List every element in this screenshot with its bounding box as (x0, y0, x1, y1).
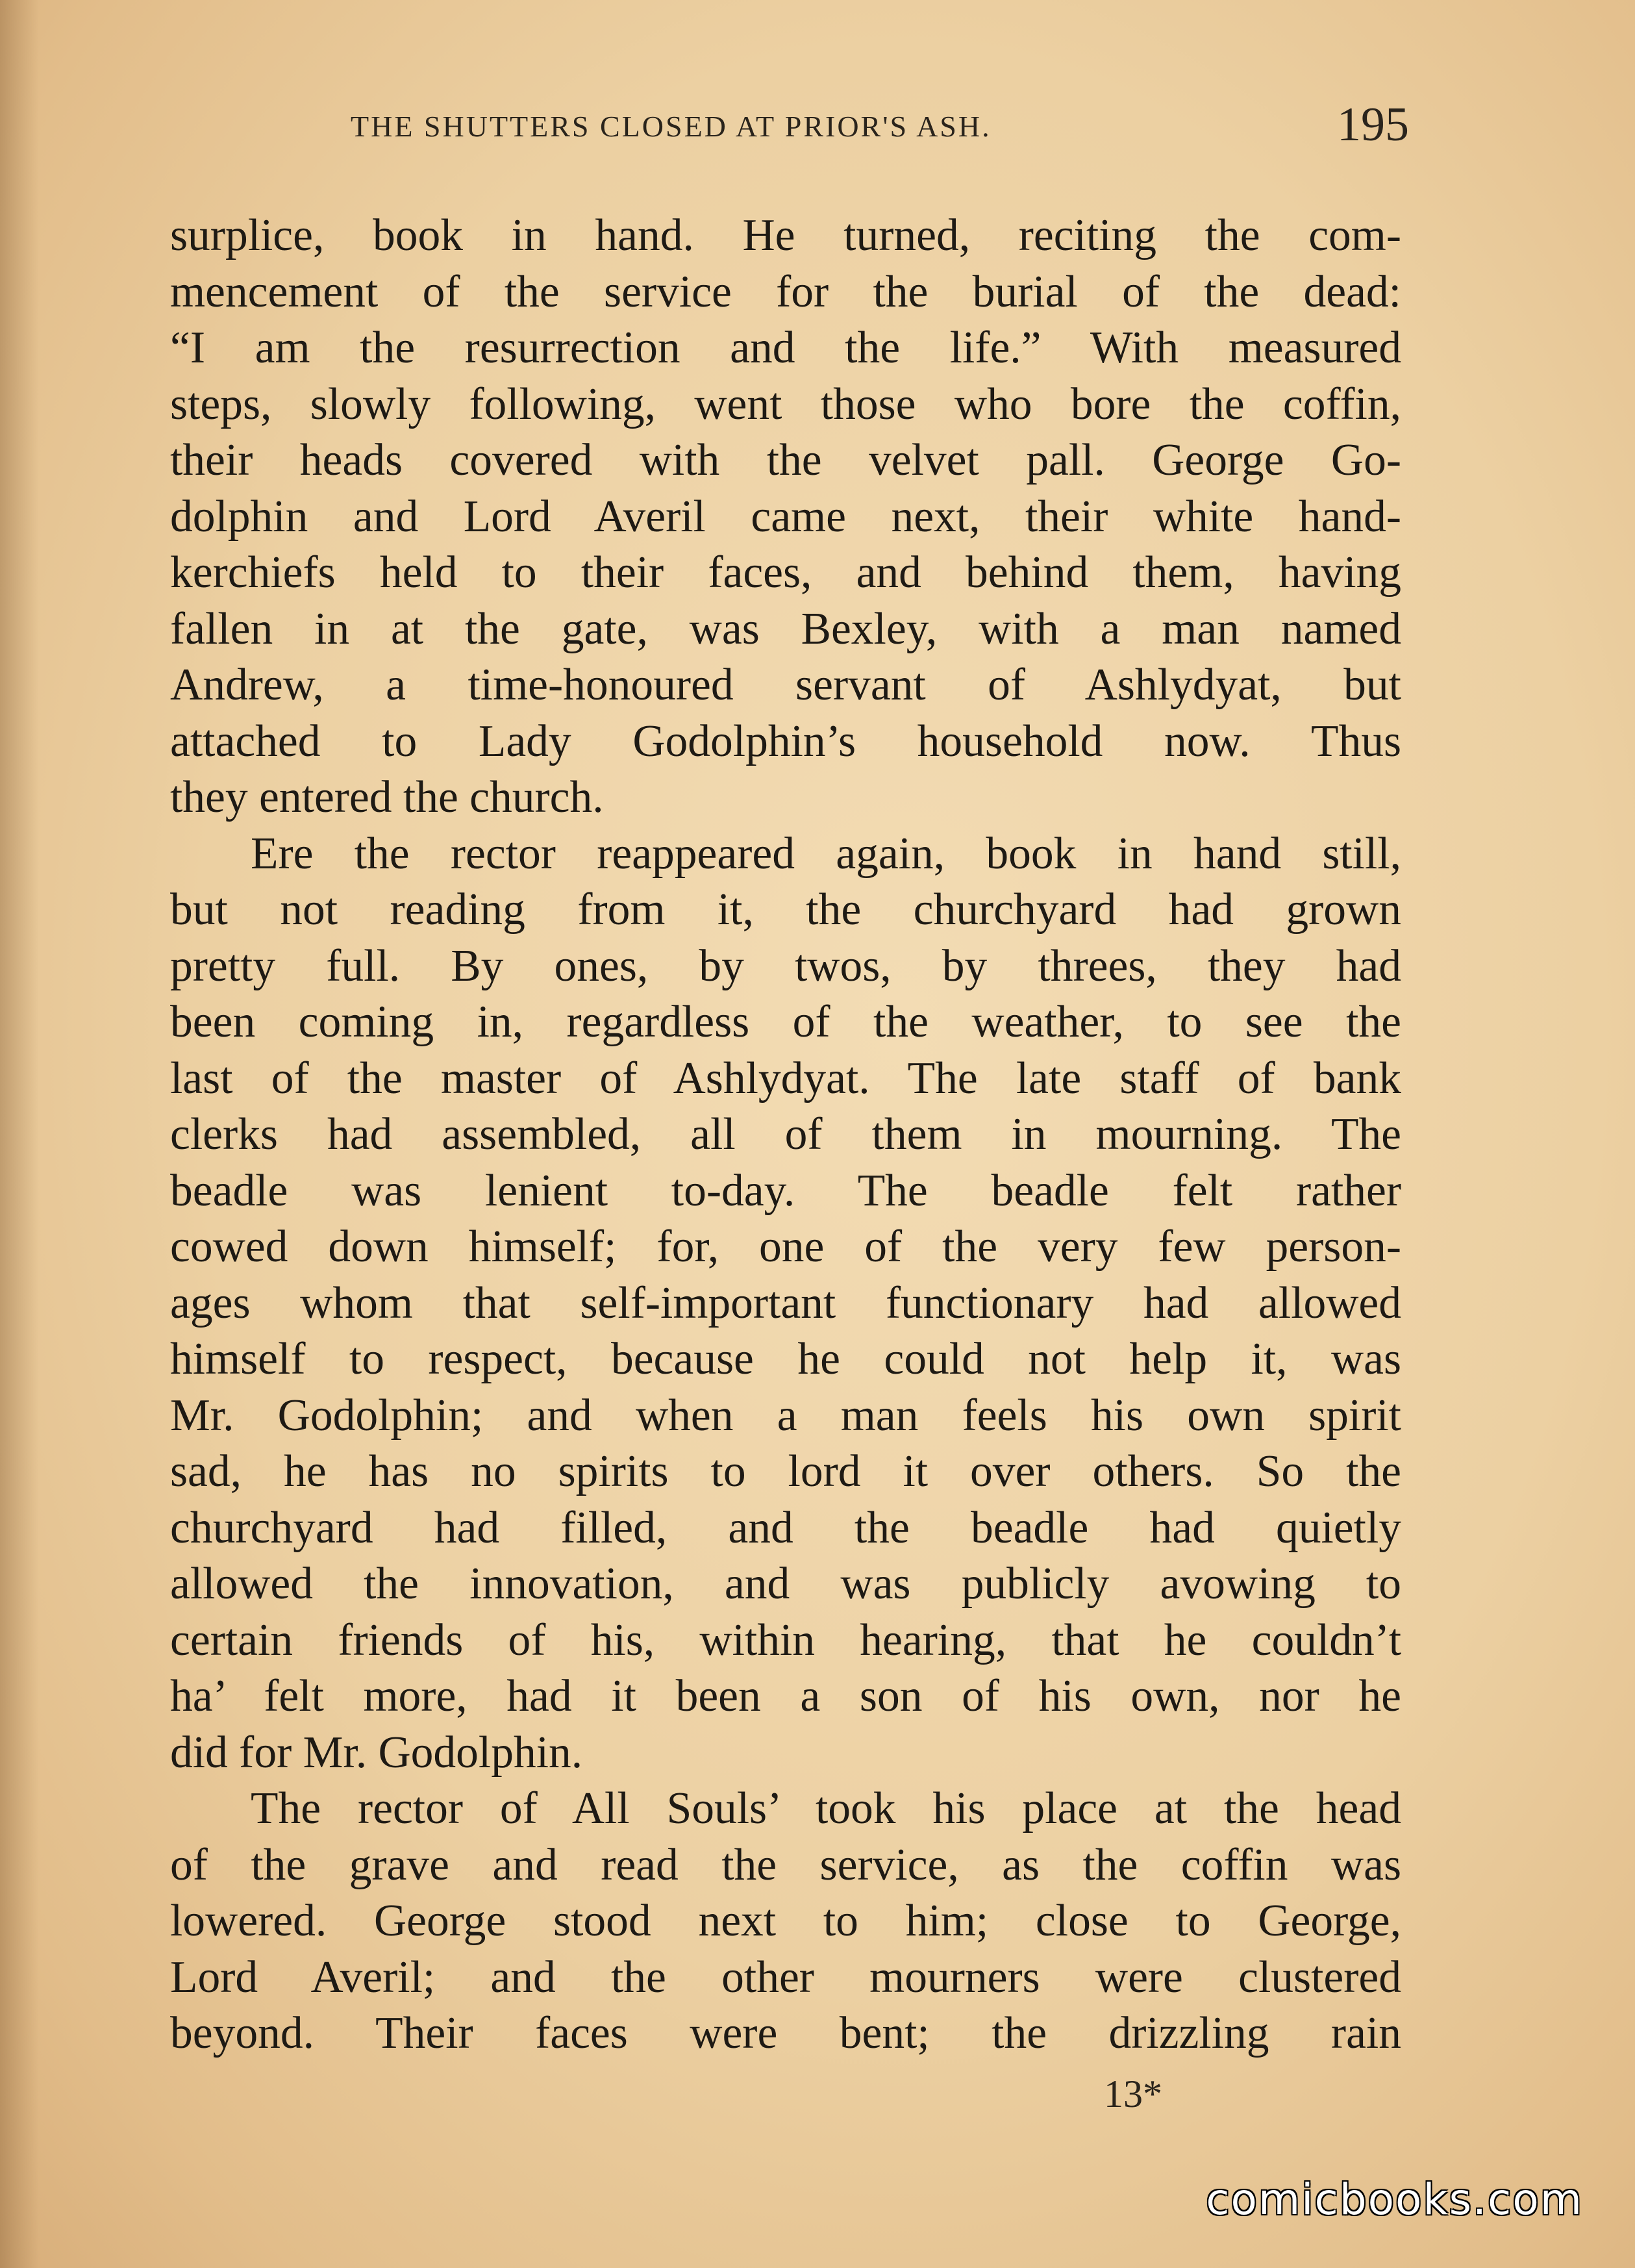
text-line: Lord Averil; and the other mourners were clustered (170, 1952, 1401, 2002)
body-text (170, 208, 1401, 2062)
text-line: lowered. George stood next to him; close to George, (170, 1896, 1401, 1946)
text-line: “I am the resurrection and the life.” With measured (170, 323, 1401, 373)
text-line: but not reading from it, the churchyard had grown (170, 885, 1401, 935)
text-line: Andrew, a time-honoured servant of Ashlydyat, but (170, 660, 1401, 710)
text-line: Ere the rector reappeared again, book in hand still, (251, 828, 1401, 879)
text-line: himself to respect, because he could not help it, was (170, 1334, 1401, 1384)
text-line: surplice, book in hand. He turned, reciting the com- (170, 210, 1401, 260)
text-line: sad, he has no spirits to lord it over others. So the (170, 1446, 1401, 1496)
text-line: certain friends of his, within hearing, that he couldn’t (170, 1615, 1401, 1665)
text-line: they entered the church. (170, 772, 604, 822)
text-line: dolphin and Lord Averil came next, their white hand- (170, 491, 1401, 542)
text-line: The rector of All Souls’ took his place at the head (251, 1783, 1401, 1833)
text-line: ages whom that self-important functionary had allowed (170, 1278, 1401, 1328)
gutter-shadow (0, 0, 39, 2268)
text-line: allowed the innovation, and was publicly avowing to (170, 1559, 1401, 1609)
text-line: mencement of the service for the burial of the dead: (170, 266, 1401, 317)
text-line: kerchiefs held to their faces, and behind them, having (170, 548, 1401, 598)
text-line: beyond. Their faces were bent; the drizzling rain (170, 2008, 1401, 2058)
text-line: beadle was lenient to-day. The beadle felt rather (170, 1165, 1401, 1216)
text-line: of the grave and read the service, as the coffin was (170, 1839, 1401, 1890)
text-line: ha’ felt more, had it been a son of his own, nor he (170, 1671, 1401, 1721)
text-line: Mr. Godolphin; and when a man feels his own spirit (170, 1390, 1401, 1441)
running-title: THE SHUTTERS CLOSED AT PRIOR'S ASH. (351, 110, 992, 143)
text-line: cowed down himself; for, one of the very few person- (170, 1222, 1401, 1272)
text-line: did for Mr. Godolphin. (170, 1727, 583, 1778)
text-line: been coming in, regardless of the weather, to see the (170, 997, 1401, 1047)
text-line: last of the master of Ashlydyat. The late staff of bank (170, 1053, 1401, 1103)
text-line: attached to Lady Godolphin’s household now. Thus (170, 716, 1401, 766)
text-line: churchyard had filled, and the beadle had quietly (170, 1502, 1401, 1553)
text-line: steps, slowly following, went those who bore the coffin, (170, 379, 1401, 429)
watermark: comicbooks.com (1206, 2174, 1583, 2224)
text-line: pretty full. By ones, by twos, by threes, they had (170, 940, 1401, 991)
signature-mark: 13* (1104, 2073, 1162, 2115)
page-number: 195 (1337, 98, 1409, 151)
text-line: fallen in at the gate, was Bexley, with a man named (170, 603, 1401, 654)
text-line: their heads covered with the velvet pall. George Go- (170, 435, 1401, 485)
text-line: clerks had assembled, all of them in mourning. The (170, 1109, 1401, 1159)
